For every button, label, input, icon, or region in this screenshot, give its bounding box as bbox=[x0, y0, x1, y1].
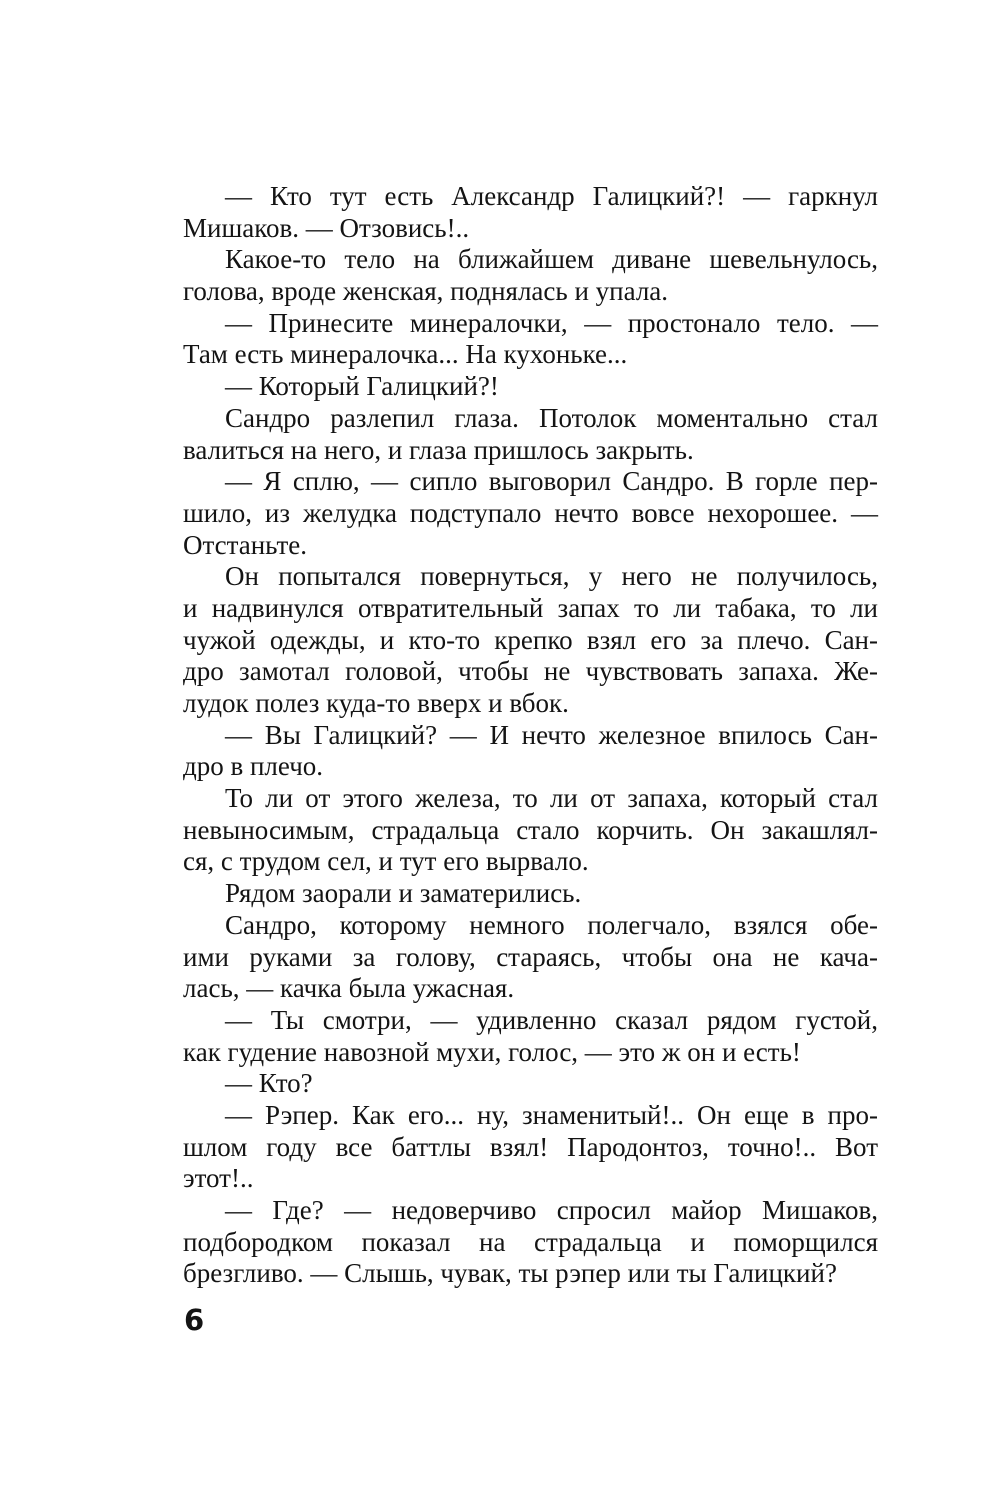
text-line: — Кто? bbox=[225, 1068, 313, 1099]
text-line: дро в плечо. bbox=[183, 751, 324, 782]
text-line: То ли от этого железа, то ли от запаха, который стал bbox=[225, 783, 878, 814]
text-line: — Кто тут есть Александр Галицкий?! — гаркнул bbox=[225, 181, 878, 211]
text-line: голова, вроде женская, поднялась и упала. bbox=[183, 276, 669, 307]
text-line: — Где? — недоверчиво спросил майор Мишаков, bbox=[225, 1195, 878, 1225]
text-line: и надвинулся отвратительный запах то ли табака, то ли bbox=[183, 592, 878, 623]
text-line: ими руками за голову, стараясь, чтобы она не кача- bbox=[183, 941, 878, 972]
text-line: — Принесите минералочки, — простонало тело. — bbox=[225, 307, 878, 338]
text-line: — Который Галицкий?! bbox=[225, 371, 499, 402]
text-line: — Вы Галицкий? — И нечто железное впилось Сан- bbox=[225, 719, 878, 750]
text-line: невыносимым, страдальца стало корчить. Он закашлял- bbox=[183, 814, 878, 845]
text-line: чужой одежды, и кто-то крепко взял его за плечо. Сан- bbox=[183, 624, 878, 655]
text-line: подбородком показал на страдальца и поморщился bbox=[183, 1226, 878, 1257]
text-line: — Рэпер. Как его... ну, знаменитый!.. Он еще в про- bbox=[225, 1099, 878, 1130]
text-line: Рядом заорали и заматерились. bbox=[225, 878, 582, 909]
text-line: Сандро разлепил глаза. Потолок моментально стал bbox=[225, 402, 878, 433]
text-line: валиться на него, и глаза пришлось закрыть. bbox=[183, 434, 694, 465]
text-line: — Я сплю, — сипло выговорил Сандро. В горле пер- bbox=[225, 466, 878, 497]
page-number: 6 bbox=[184, 1303, 205, 1337]
text-line: Он попытался повернуться, у него не получилось, bbox=[225, 561, 878, 592]
text-line: шило, из желудка подступало нечто вовсе нехорошее. — bbox=[183, 497, 878, 528]
text-line: лась, — качка была ужасная. bbox=[183, 973, 515, 1004]
text-line: Отстаньте. bbox=[183, 529, 307, 560]
text-line: Там есть минералочка... На кухоньке... bbox=[183, 339, 628, 370]
text-line: дро замотал головой, чтобы не чувствовать запаха. Же- bbox=[183, 656, 878, 687]
text-line: Какое-то тело на ближайшем диване шевельнулось, bbox=[225, 244, 878, 275]
text-line: как гудение навозной мухи, голос, — это ж он и есть! bbox=[183, 1036, 801, 1067]
text-line: брезгливо. — Слышь, чувак, ты рэпер или ты Галицкий? bbox=[183, 1258, 837, 1289]
text-line: шлом году все баттлы взял! Пародонтоз, точно!.. Вот bbox=[183, 1131, 878, 1162]
text-line: этот!.. bbox=[183, 1163, 254, 1194]
text-line: Мишаков. — Отзовись!.. bbox=[183, 212, 470, 243]
text-line: Сандро, которому немного полегчало, взялся обе- bbox=[225, 909, 878, 940]
text-line: лудок полез куда-то вверх и вбок. bbox=[183, 688, 569, 718]
text-line: — Ты смотри, — удивленно сказал рядом густой, bbox=[225, 1004, 878, 1035]
text-line: ся, с трудом сел, и тут его вырвало. bbox=[183, 846, 589, 877]
body-text bbox=[183, 181, 878, 1290]
